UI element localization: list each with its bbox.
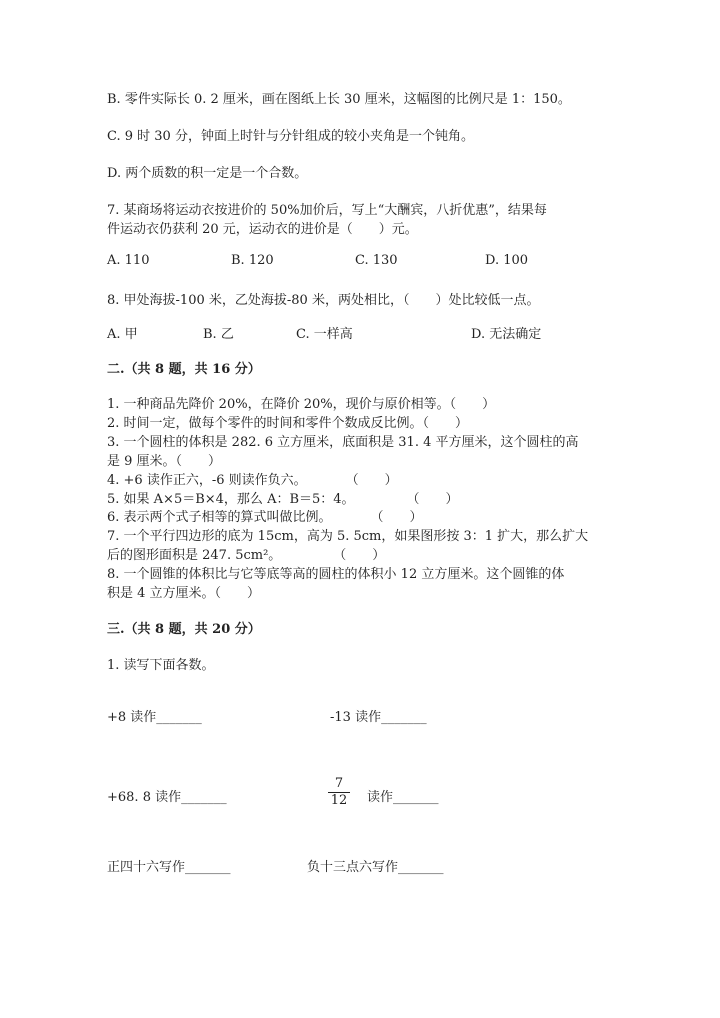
fraction-denominator: 12 (330, 793, 348, 808)
read-item-plus8: +8 读作_______ (107, 710, 202, 725)
part2-line: 4. +6 读作正六，-6 则读作负六。 （ ） (107, 473, 398, 488)
q8-option-b: B. 乙 (203, 327, 234, 342)
q7-option-d: D. 100 (485, 253, 529, 268)
q8-option-c: C. 一样高 (296, 327, 353, 342)
section-three-heading: 三.（共 8 题，共 20 分） (107, 622, 261, 637)
read-item-minus13: -13 读作_______ (330, 710, 427, 725)
part2-line: 3. 一个圆柱的体积是 282. 6 立方厘米，底面积是 31. 4 平方厘米，这个圆柱的高 (107, 435, 579, 450)
q8-text: 8. 甲处海拔-100 米，乙处海拔-80 米，两处相比，（ ）处比较低一点。 (107, 293, 540, 308)
part2-line: 积是 4 立方厘米。（ ） (107, 586, 261, 601)
q7-line1: 7. 某商场将运动衣按进价的 50%加价后，写上“大酬宾，八折优惠”，结果每 (107, 203, 547, 218)
q7-option-a: A. 110 (107, 253, 150, 268)
fraction-numerator: 7 (334, 776, 344, 791)
read-item-fraction: 读作_______ (367, 790, 439, 805)
part3-q1-title: 1. 读写下面各数。 (107, 658, 215, 673)
fraction-seven-twelfths (328, 777, 350, 808)
q6-option-d: D. 两个质数的积一定是一个合数。 (107, 166, 308, 181)
part2-line: 8. 一个圆锥的体积比与它等底等高的圆柱的体积小 12 立方厘米。这个圆锥的体 (107, 567, 565, 582)
part2-line: 后的图形面积是 247. 5cm²。 （ ） (107, 548, 386, 563)
q8-option-a: A. 甲 (107, 327, 138, 342)
q7-line2: 件运动衣仍获利 20 元，运动衣的进价是（ ）元。 (107, 222, 418, 237)
write-item-minus13-6: 负十三点六写作_______ (307, 860, 444, 875)
part2-line: 是 9 厘米。（ ） (107, 454, 222, 469)
read-item-plus68-8: +68. 8 读作_______ (107, 790, 227, 805)
part2-line: 1. 一种商品先降价 20%，在降价 20%，现价与原价相等。（ ） (107, 397, 496, 412)
q6-option-c: C. 9 时 30 分，钟面上时针与分针组成的较小夹角是一个钝角。 (107, 129, 474, 144)
section-two-heading: 二.（共 8 题，共 16 分） (107, 362, 261, 377)
part2-line: 2. 时间一定，做每个零件的时间和零件个数成反比例。（ ） (107, 416, 469, 431)
part2-line: 6. 表示两个式子相等的算式叫做比例。 （ ） (107, 510, 423, 525)
q8-option-d: D. 无法确定 (471, 327, 542, 342)
part2-line: 7. 一个平行四边形的底为 15cm，高为 5. 5cm，如果图形按 3：1 扩大，那么扩大 (107, 529, 589, 544)
q6-option-b: B. 零件实际长 0. 2 厘米，画在图纸上长 30 厘米，这幅图的比例尺是 1：150。 (107, 92, 571, 107)
q7-option-c: C. 130 (355, 253, 398, 268)
q7-option-b: B. 120 (231, 253, 274, 268)
write-item-plus46: 正四十六写作_______ (107, 860, 231, 875)
part2-line: 5. 如果 A×5＝B×4，那么 A：B＝5：4。 （ ） (107, 492, 459, 507)
